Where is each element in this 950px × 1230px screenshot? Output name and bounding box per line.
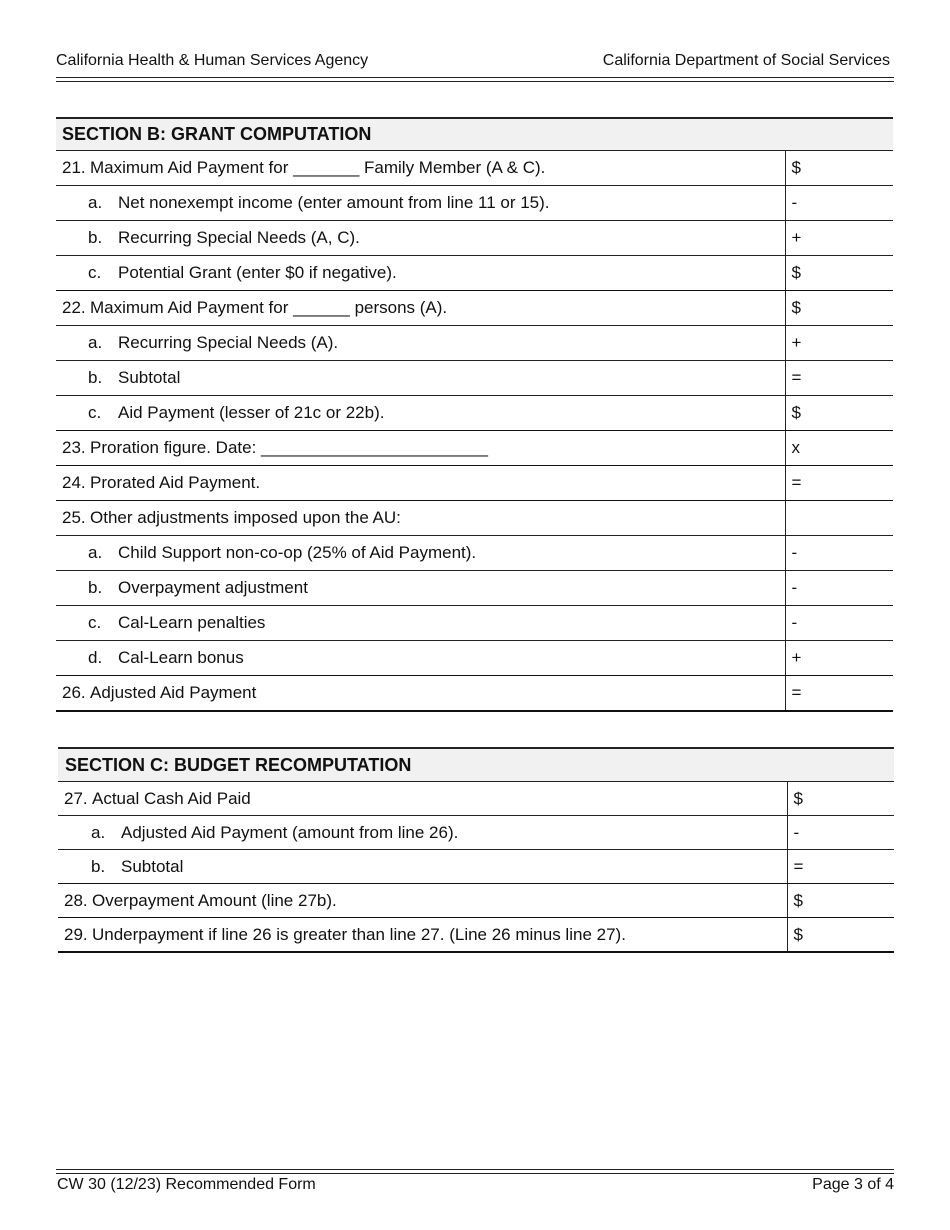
amount-symbol: $ xyxy=(791,403,801,422)
amount-field[interactable] xyxy=(785,256,893,291)
line-text: Subtotal xyxy=(118,368,181,387)
line-description-cell xyxy=(56,326,785,361)
line-description-cell xyxy=(56,676,785,712)
amount-symbol: - xyxy=(791,193,798,212)
line-description-cell xyxy=(56,361,785,396)
header-rule xyxy=(56,77,894,82)
amount-field[interactable] xyxy=(785,361,893,396)
sub-line-letter: d. xyxy=(88,648,103,667)
form-row xyxy=(56,641,893,676)
amount-field[interactable] xyxy=(787,816,894,850)
line-description-cell xyxy=(56,396,785,431)
line-description-cell xyxy=(58,850,787,884)
amount-field[interactable] xyxy=(787,918,894,953)
line-description-cell xyxy=(56,641,785,676)
line-description-cell xyxy=(58,782,787,816)
sub-line-letter: b. xyxy=(91,856,106,876)
line-text: Adjusted Aid Payment xyxy=(90,683,257,702)
line-description-cell xyxy=(56,291,785,326)
amount-field[interactable] xyxy=(787,850,894,884)
section-b-table xyxy=(56,117,893,712)
amount-field[interactable] xyxy=(785,186,893,221)
amount-field[interactable] xyxy=(787,782,894,816)
form-row xyxy=(56,676,893,712)
amount-symbol: + xyxy=(791,648,802,667)
sub-line-letter: a. xyxy=(91,822,106,842)
amount-symbol: - xyxy=(791,578,798,597)
form-row xyxy=(56,501,893,536)
amount-field[interactable] xyxy=(785,571,893,606)
form-row xyxy=(56,361,893,396)
sub-line-letter: b. xyxy=(88,578,103,597)
line-number: 26. xyxy=(62,683,86,702)
amount-symbol: $ xyxy=(791,158,801,177)
line-description-cell xyxy=(56,571,785,606)
line-text: Underpayment if line 26 is greater than line 27. (Line 26 minus line 27). xyxy=(92,924,626,944)
line-text: Net nonexempt income (enter amount from line 11 or 15). xyxy=(118,193,550,212)
line-number: 21. xyxy=(62,158,86,177)
line-description-cell xyxy=(58,918,787,953)
amount-symbol: $ xyxy=(791,298,801,317)
sub-line-letter: c. xyxy=(88,403,102,422)
sub-line-letter: a. xyxy=(88,333,103,352)
form-row xyxy=(56,326,893,361)
amount-symbol: x xyxy=(791,438,800,457)
form-row xyxy=(56,466,893,501)
amount-field[interactable] xyxy=(785,396,893,431)
department-name: California Department of Social Services xyxy=(602,52,890,69)
page-number: Page 3 of 4 xyxy=(812,1176,894,1193)
amount-field[interactable] xyxy=(785,151,893,186)
line-text: Subtotal xyxy=(121,856,184,876)
sub-line-letter: b. xyxy=(88,228,103,247)
sub-line-letter: b. xyxy=(88,368,103,387)
line-text: Maximum Aid Payment for _______ Family Member (A & C). xyxy=(90,158,546,177)
form-row xyxy=(56,606,893,641)
form-row xyxy=(56,291,893,326)
amount-field[interactable] xyxy=(785,326,893,361)
sub-line-letter: a. xyxy=(88,543,103,562)
form-row xyxy=(56,396,893,431)
line-number: 24. xyxy=(62,473,86,492)
amount-symbol: $ xyxy=(791,263,801,282)
line-description-cell xyxy=(56,606,785,641)
line-number: 27. xyxy=(64,788,88,808)
form-row xyxy=(56,431,893,466)
amount-field[interactable] xyxy=(785,431,893,466)
form-row xyxy=(56,571,893,606)
footer-rule xyxy=(56,1169,894,1174)
form-row xyxy=(56,536,893,571)
line-description-cell xyxy=(56,151,785,186)
amount-symbol: $ xyxy=(793,890,803,910)
amount-field[interactable] xyxy=(787,884,894,918)
form-row xyxy=(58,850,894,884)
sub-line-letter: a. xyxy=(88,193,103,212)
amount-field[interactable] xyxy=(785,606,893,641)
line-text: Proration figure. Date: ________________________ xyxy=(90,438,488,457)
amount-symbol: = xyxy=(791,473,802,492)
sub-line-letter: c. xyxy=(88,613,102,632)
line-description-cell xyxy=(56,431,785,466)
line-number: 28. xyxy=(64,890,88,910)
line-text: Recurring Special Needs (A, C). xyxy=(118,228,360,247)
amount-field[interactable] xyxy=(785,466,893,501)
line-number: 22. xyxy=(62,298,86,317)
line-description-cell xyxy=(56,536,785,571)
amount-symbol: $ xyxy=(793,924,803,944)
line-text: Overpayment Amount (line 27b). xyxy=(92,890,337,910)
section-b-title: SECTION B: GRANT COMPUTATION xyxy=(56,118,893,151)
form-row xyxy=(58,884,894,918)
line-description-cell xyxy=(58,884,787,918)
line-description-cell xyxy=(56,186,785,221)
line-text: Prorated Aid Payment. xyxy=(90,473,261,492)
amount-field[interactable] xyxy=(785,536,893,571)
line-description-cell xyxy=(58,816,787,850)
line-text: Cal-Learn bonus xyxy=(118,648,244,667)
agency-name: California Health & Human Services Agency xyxy=(56,52,369,69)
form-row xyxy=(56,186,893,221)
line-description-cell xyxy=(56,221,785,256)
amount-field[interactable] xyxy=(785,501,893,536)
line-text: Adjusted Aid Payment (amount from line 26). xyxy=(121,822,459,842)
amount-symbol: - xyxy=(793,822,800,842)
line-text: Other adjustments imposed upon the AU: xyxy=(90,508,401,527)
line-description-cell xyxy=(56,466,785,501)
form-row xyxy=(58,918,894,953)
form-row xyxy=(56,221,893,256)
section-c-title: SECTION C: BUDGET RECOMPUTATION xyxy=(58,748,894,782)
form-row xyxy=(58,816,894,850)
line-text: Recurring Special Needs (A). xyxy=(118,333,339,352)
amount-symbol: = xyxy=(791,683,802,702)
line-number: 29. xyxy=(64,924,88,944)
amount-symbol: = xyxy=(791,368,802,387)
sub-line-letter: c. xyxy=(88,263,102,282)
form-row xyxy=(56,151,893,186)
line-text: Child Support non-co-op (25% of Aid Payment). xyxy=(118,543,477,562)
amount-symbol: - xyxy=(791,613,798,632)
line-description-cell xyxy=(56,501,785,536)
amount-symbol: - xyxy=(791,543,798,562)
line-text: Overpayment adjustment xyxy=(118,578,308,597)
form-row xyxy=(58,782,894,816)
amount-field[interactable] xyxy=(785,676,893,712)
amount-symbol: $ xyxy=(793,788,803,808)
line-text: Cal-Learn penalties xyxy=(118,613,266,632)
amount-symbol: + xyxy=(791,333,802,352)
line-text: Actual Cash Aid Paid xyxy=(92,788,251,808)
line-number: 23. xyxy=(62,438,86,457)
line-text: Aid Payment (lesser of 21c or 22b). xyxy=(118,403,385,422)
section-c-table xyxy=(58,747,894,953)
amount-symbol: + xyxy=(791,228,802,247)
line-description-cell xyxy=(56,256,785,291)
line-text: Maximum Aid Payment for ______ persons (A). xyxy=(90,298,448,317)
line-text: Potential Grant (enter $0 if negative). xyxy=(118,263,397,282)
amount-field[interactable] xyxy=(785,221,893,256)
form-row xyxy=(56,256,893,291)
amount-field[interactable] xyxy=(785,641,893,676)
amount-field[interactable] xyxy=(785,291,893,326)
amount-symbol: = xyxy=(793,856,804,876)
line-number: 25. xyxy=(62,508,86,527)
form-id: CW 30 (12/23) Recommended Form xyxy=(57,1176,316,1193)
